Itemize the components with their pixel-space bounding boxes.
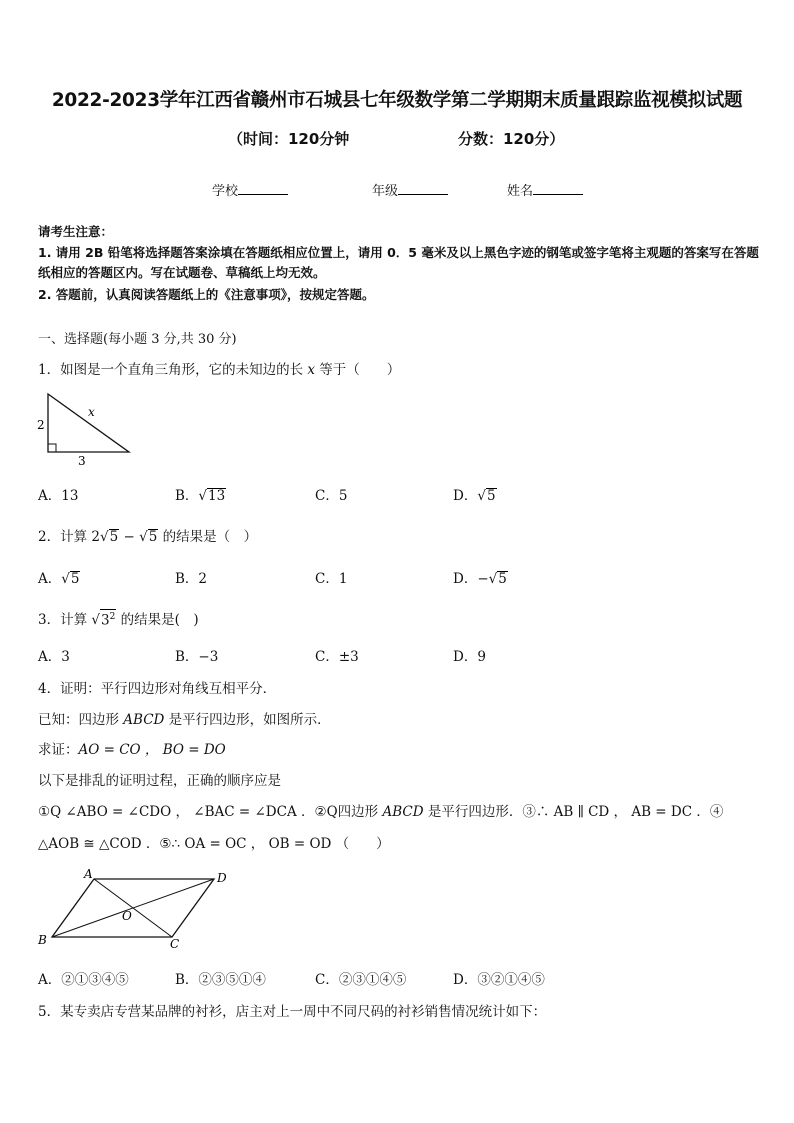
q1-stem-text: 1．如图是一个直角三角形，它的未知边的长 — [38, 362, 308, 378]
q3-stem: 3．计算 $√3^2$ 的结果是( ) — [38, 608, 199, 628]
opt-label: A． — [38, 571, 62, 587]
q4-steps-tail: 是平行四边形．③∴ AB ∥ CD ， AB = DC ．④ — [423, 804, 724, 820]
q3-radical — [100, 609, 116, 628]
opt-label: A． — [38, 488, 62, 504]
q1-option-d[interactable]: D．√5 — [453, 488, 496, 504]
exam-time: （时间：120分钟 — [228, 130, 350, 148]
opt-label: A． — [38, 649, 62, 665]
q2-option-c[interactable] — [315, 567, 347, 587]
page-title: 2022-2023学年江西省赣州市石城县七年级数学第二学期期末质量跟踪监视模拟试题 — [51, 90, 743, 111]
q4-line6: △AOB ≅ △COD ．⑤∴ OA = OC ， OB = OD （ ） — [38, 836, 390, 852]
q2-radicand-1: 5 — [109, 529, 119, 545]
opt-radicand: 5 — [70, 571, 80, 587]
opt-value: 5 — [338, 488, 348, 504]
q3-option-a[interactable] — [38, 645, 70, 665]
q4-prove-text: 求证： — [38, 742, 79, 758]
opt-value: 9 — [477, 649, 486, 665]
q4-line1: 4．证明：平行四边形对角线互相平分． — [38, 681, 277, 697]
opt-label: C． — [315, 571, 339, 587]
opt-label: B． — [175, 972, 199, 988]
q4-line2 — [38, 708, 331, 728]
opt-value: −3 — [198, 649, 219, 665]
school-blank — [238, 182, 288, 195]
vertex-d-label: D — [217, 871, 227, 885]
q3-option-c[interactable] — [315, 645, 359, 665]
q4-prove-math: AO = CO ， BO = DO — [78, 742, 226, 758]
notice-item-1: 1. 请用 2B 铅笔将选择题答案涂填在答题纸相应位置上，请用 0．5 毫米及以上黑色字迹的钢笔或签字笔将主观题的答案写在答题纸相应的答题区内。写在试题卷、草稿纸上均无效。 — [38, 245, 759, 280]
q4-option-c[interactable] — [315, 968, 406, 988]
school-label: 学校 — [212, 184, 239, 199]
diagonal-bd — [52, 879, 214, 937]
right-angle-mark — [48, 444, 56, 452]
q2-stem-text: 2．计算 2 — [38, 529, 100, 545]
q1-var: x — [307, 362, 316, 378]
q4-given-tail: 是平行四边形，如图所示． — [164, 712, 331, 728]
q1-option-b[interactable]: B．√13 — [175, 488, 226, 504]
section-heading: 一、选择题(每小题 3 分,共 30 分) — [38, 332, 237, 347]
exam-score: 分数：120分） — [458, 130, 565, 148]
q3-radicand: 3 — [101, 612, 110, 628]
opt-label: C． — [315, 488, 339, 504]
q4-given-math: ABCD — [123, 712, 165, 728]
opt-prefix: − — [477, 571, 489, 587]
vertex-b-label: B — [38, 933, 47, 947]
q1-stem — [38, 358, 400, 378]
center-o-label: O — [122, 909, 132, 923]
name-field — [507, 180, 583, 199]
q3-option-b[interactable] — [175, 645, 218, 665]
q2-option-d[interactable]: D．−√5 — [453, 571, 507, 587]
opt-value: ±3 — [338, 649, 359, 665]
q4-given-text: 已知：四边形 — [38, 712, 124, 728]
q1-option-c[interactable] — [315, 484, 347, 504]
q1-fig-hyp-label: x — [88, 405, 95, 419]
q3-stem-text: 3．计算 — [38, 612, 92, 628]
q4-steps-math: ABCD — [382, 804, 424, 820]
q5-stem: 5．某专卖店专营某品牌的衬衫，店主对上一周中不同尺码的衬衫销售情况统计如下： — [38, 1004, 547, 1020]
opt-label: C． — [315, 972, 339, 988]
q3-option-d[interactable] — [453, 645, 486, 665]
right-triangle — [48, 394, 129, 452]
q4-option-d[interactable] — [453, 968, 545, 988]
opt-radicand: 13 — [208, 488, 226, 504]
notice-heading: 请考生注意： — [38, 224, 114, 239]
opt-value: 1 — [338, 571, 348, 587]
q3-stem-tail: 的结果是( ) — [116, 612, 199, 628]
opt-radicand: 5 — [486, 488, 496, 504]
q1-fig-left-label: 2 — [37, 418, 45, 432]
grade-field — [372, 180, 448, 199]
name-blank — [533, 182, 583, 195]
opt-label: B． — [175, 488, 199, 504]
q4-steps-text: ①Q ∠ABO = ∠CDO ， ∠BAC = ∠DCA ．②Q四边形 — [38, 804, 383, 820]
q2-radicand-2: 5 — [148, 529, 158, 545]
opt-label: A． — [38, 972, 62, 988]
school-field — [212, 180, 288, 199]
opt-radicand: 5 — [498, 571, 507, 587]
q1-stem-tail: 等于（ ） — [315, 362, 401, 378]
grade-blank — [398, 182, 448, 195]
opt-label: D． — [453, 649, 478, 665]
opt-label: D． — [453, 571, 478, 587]
vertex-a-label: A — [84, 867, 93, 881]
q4-line4: 以下是排乱的证明过程，正确的顺序应是 — [38, 773, 281, 789]
notice-item-2: 2. 答题前，认真阅读答题纸上的《注意事项》，按规定答题。 — [38, 287, 375, 302]
q4-parallelogram-figure — [32, 866, 242, 952]
name-label: 姓名 — [507, 184, 534, 199]
q4-option-b[interactable] — [175, 968, 266, 988]
grade-label: 年级 — [372, 184, 399, 199]
opt-value: ②①③④⑤ — [61, 972, 129, 988]
q2-option-a[interactable]: A．√5 — [38, 571, 80, 587]
q4-line5 — [38, 800, 723, 820]
opt-label: B． — [175, 571, 199, 587]
opt-value: 3 — [61, 649, 70, 665]
opt-value: ②③⑤①④ — [198, 972, 266, 988]
opt-value: ②③①④⑤ — [338, 972, 407, 988]
opt-label: D． — [453, 488, 478, 504]
q1-fig-bottom-label: 3 — [78, 454, 86, 466]
opt-label: B． — [175, 649, 199, 665]
opt-label: C． — [315, 649, 339, 665]
q2-stem-tail: 的结果是（ ） — [158, 529, 258, 545]
q4-line3 — [38, 738, 226, 758]
q3-exponent: 2 — [109, 611, 116, 622]
opt-label: D． — [453, 972, 478, 988]
opt-value: 13 — [61, 488, 79, 504]
q1-triangle-figure — [30, 388, 140, 466]
q2-option-b[interactable] — [175, 567, 207, 587]
opt-value: ③②①④⑤ — [477, 972, 545, 988]
q2-minus: − — [119, 529, 140, 545]
q2-stem: 2．计算 2√5 − √5 的结果是（ ） — [38, 529, 258, 545]
q4-option-a[interactable] — [38, 968, 129, 988]
opt-value: 2 — [198, 571, 208, 587]
vertex-c-label: C — [170, 937, 180, 951]
q1-option-a[interactable] — [38, 484, 78, 504]
